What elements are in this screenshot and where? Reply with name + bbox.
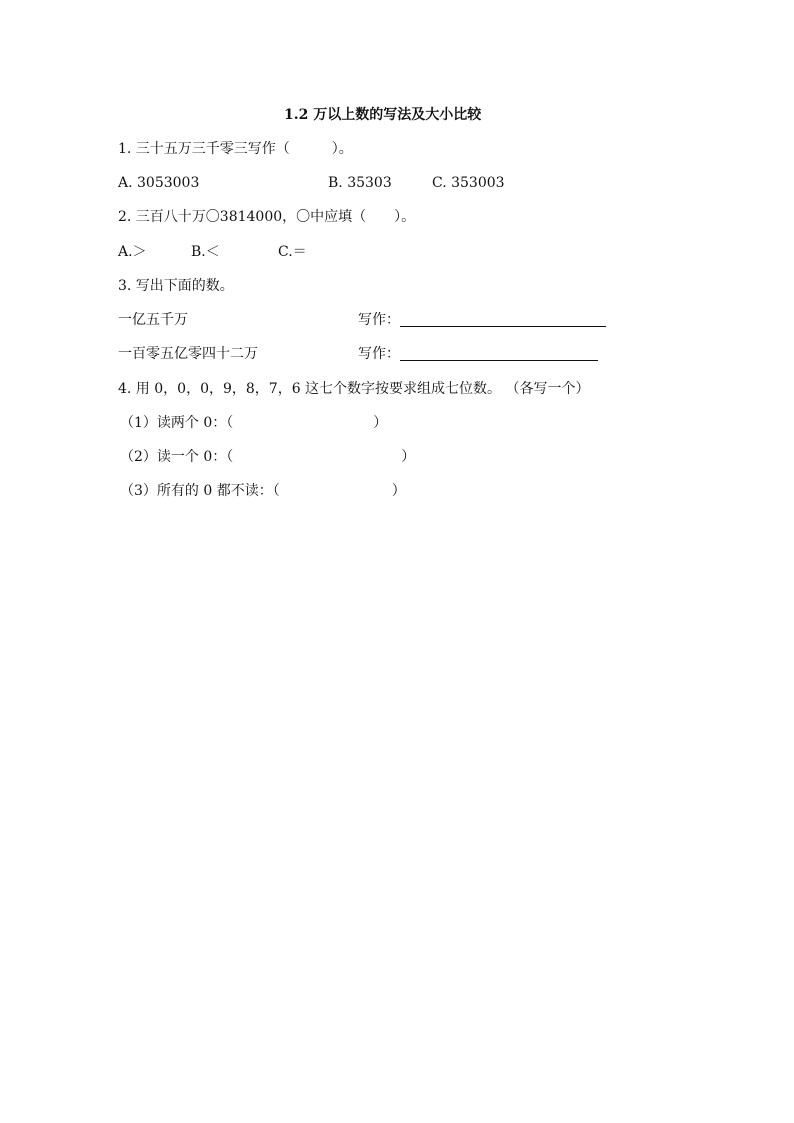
question-4-part-2[interactable]: （2）读一个 0：（ ） [120, 449, 416, 465]
question-4-part-1[interactable]: （1）读两个 0：（ ） [120, 415, 388, 431]
question-1-option-c: C. 353003 [432, 175, 505, 191]
answer-blank-1[interactable] [400, 312, 606, 327]
question-2-option-c: C.＝ [278, 244, 307, 260]
write-label: 写作： [358, 346, 400, 362]
question-2-stem: 2. 三百八十万〇3814000，〇中应填（ ）。 [118, 209, 416, 225]
question-3-item-2: 一百零五亿零四十二万 [118, 346, 258, 362]
question-3-item-2-label [358, 345, 598, 363]
question-1-option-b: B. 35303 [328, 175, 392, 191]
question-1-option-a: A. 3053003 [118, 175, 200, 191]
question-2-option-b: B.＜ [191, 244, 220, 260]
page-title: 1.2 万以上数的写法及大小比较 [284, 107, 482, 123]
question-4-stem: 4. 用 0，0，0，9，8，7，6 这七个数字按要求组成七位数。 （各写一个） [118, 381, 590, 397]
question-3-item-1-label [358, 311, 606, 329]
question-3-item-1: 一亿五千万 [118, 312, 188, 328]
question-2-option-a: A.＞ [118, 244, 147, 260]
write-label: 写作： [358, 312, 400, 328]
question-1-stem: 1. 三十五万三千零三写作（ ）。 [118, 141, 353, 157]
question-3-stem: 3. 写出下面的数。 [118, 278, 234, 294]
question-4-part-3[interactable]: （3）所有的 0 都不读：（ ） [120, 483, 406, 499]
answer-blank-2[interactable] [400, 346, 598, 361]
